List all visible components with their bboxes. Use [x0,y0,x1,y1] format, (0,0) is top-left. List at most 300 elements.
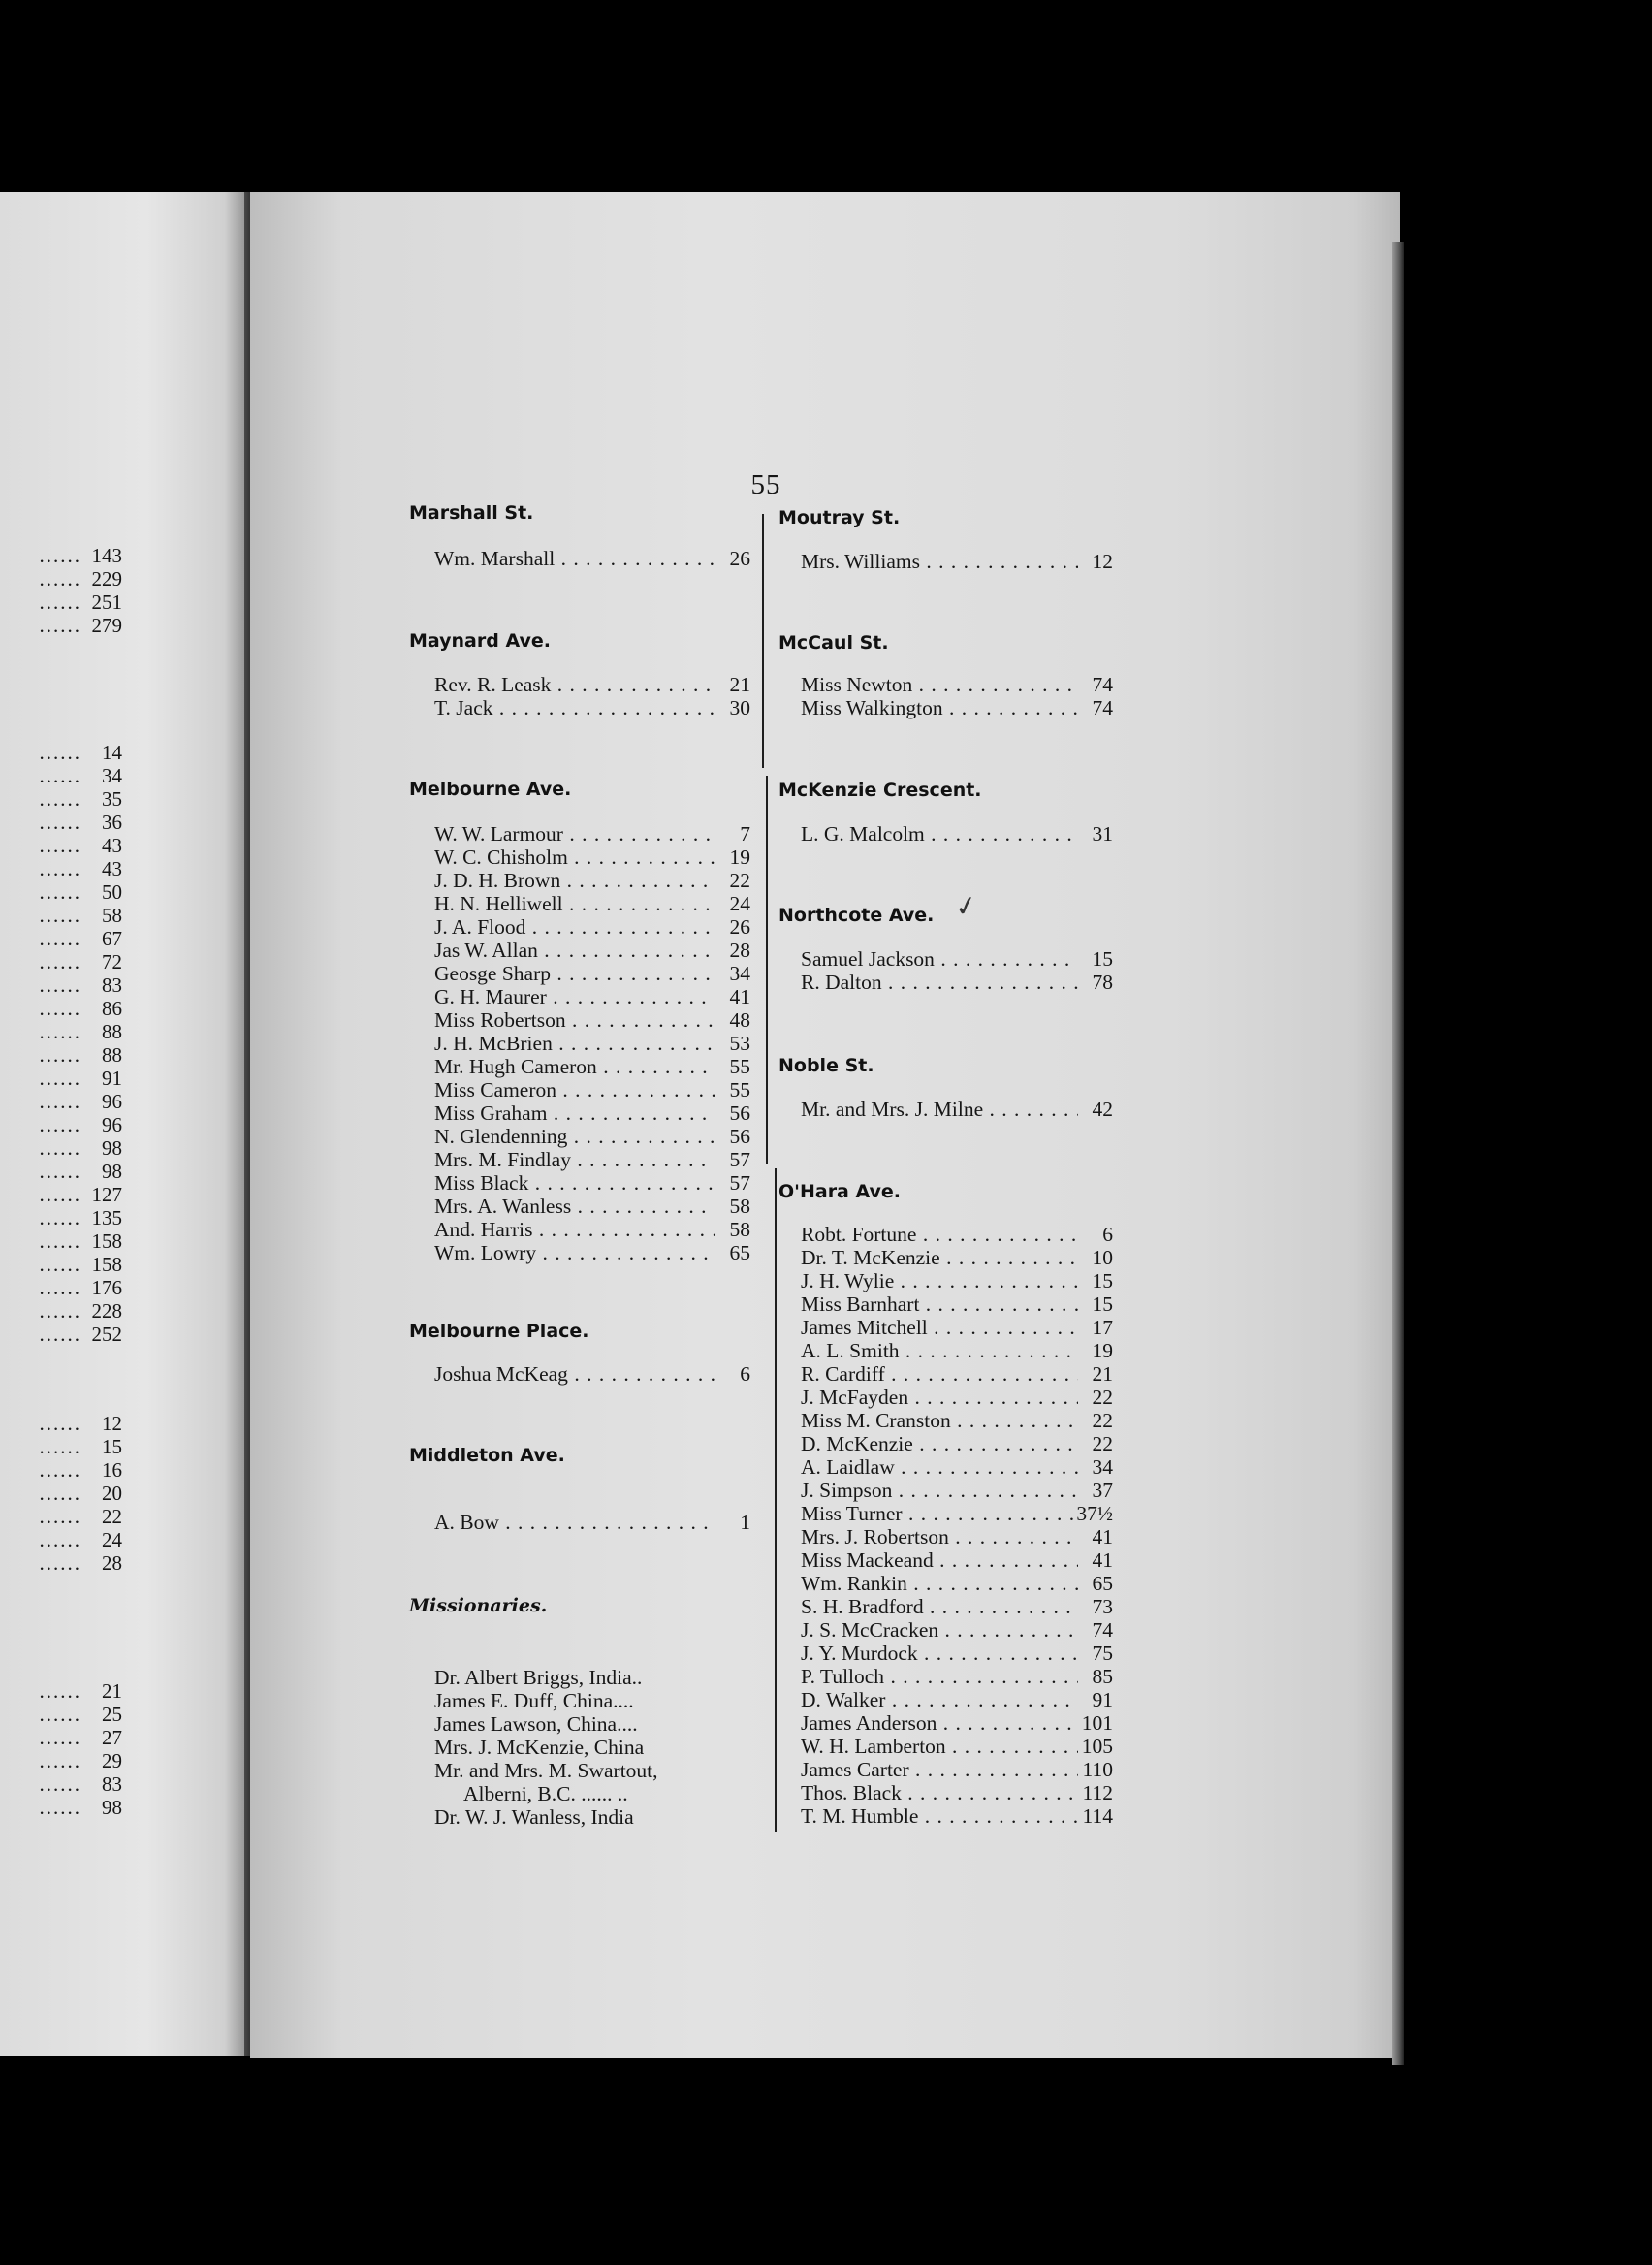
left-page-number: 72 [102,950,122,973]
left-page-row [0,1679,122,1703]
street-heading: Middleton Ave. [409,1445,565,1466]
left-page-row [0,973,122,997]
directory-entry [434,915,750,939]
left-page-row [0,1772,122,1796]
house-number: 101 [1081,1711,1113,1735]
left-page-row [0,1528,122,1551]
left-page-row [0,1276,122,1299]
directory-entry [434,1511,750,1534]
leader-dots: ...... [39,857,81,880]
directory-entry [801,1572,1113,1595]
resident-name: Miss Robertson . . . [434,1008,715,1032]
directory-entry [801,1804,1113,1828]
directory-entry [434,822,750,845]
directory-entry [801,1432,1113,1455]
street-heading: McCaul St. [778,632,889,654]
resident-name: Mr. Hugh Cameron . . . [434,1055,715,1078]
directory-entry [434,1148,750,1171]
leader-dots: ...... [39,1703,81,1726]
leader-dots: ...... [39,1551,81,1575]
resident-name: Samuel Jackson . . . [801,947,1078,971]
column-divider [775,1168,777,1832]
house-number: 19 [1092,1339,1113,1362]
resident-name: Mr. and Mrs. M. Swartout, [434,1759,658,1782]
leader-dots: ...... [39,1528,81,1551]
left-page-number: 96 [102,1113,122,1136]
leader-dots: ...... [39,997,81,1020]
resident-name: J. McFayden . . . [801,1386,1078,1409]
left-page-number: 67 [102,927,122,950]
leader-dots: ...... [39,1772,81,1796]
house-number: 28 [729,939,750,962]
directory-entry [801,1269,1113,1292]
left-page-row [0,1412,122,1435]
street-heading: Noble St. [778,1055,874,1076]
leader-dots: ...... [39,1067,81,1090]
directory-entry [801,1386,1113,1409]
leader-dots: ...... [39,787,81,811]
house-number: 85 [1092,1665,1113,1688]
house-number: 21 [1092,1362,1113,1386]
resident-name: J. Y. Murdock . . . [801,1642,1078,1665]
left-page-row [0,567,122,590]
street-heading: Melbourne Ave. [409,779,572,800]
leader-dots: ...... [39,1183,81,1206]
directory-entry [434,1689,750,1712]
house-number: 31 [1092,822,1113,845]
house-number: 22 [1092,1386,1113,1409]
house-number: 1 [740,1511,750,1534]
left-page-number: 29 [102,1749,122,1772]
left-page-number: 24 [102,1528,122,1551]
left-page-number: 88 [102,1043,122,1067]
resident-name: L. G. Malcolm . . . [801,822,1078,845]
house-number: 74 [1092,696,1113,719]
leader-dots: ...... [39,1113,81,1136]
left-page-row [0,1160,122,1183]
house-number: 48 [729,1008,750,1032]
left-page-row [0,880,122,904]
left-page-number: 25 [102,1703,122,1726]
left-page-row [0,1299,122,1323]
left-page-number: 83 [102,1772,122,1796]
left-page-number: 21 [102,1679,122,1703]
directory-entry [801,1688,1113,1711]
resident-name: S. H. Bradford . . . [801,1595,1078,1618]
resident-name: Miss Mackeand . . . [801,1548,1078,1572]
resident-name: James E. Duff, China.... [434,1689,634,1712]
directory-entry [801,1339,1113,1362]
directory-entry [801,1595,1113,1618]
resident-name: J. D. H. Brown . . . [434,869,715,892]
house-number: 22 [1092,1409,1113,1432]
leader-dots: ...... [39,1206,81,1229]
left-page-number: 22 [102,1505,122,1528]
leader-dots: ...... [39,811,81,834]
house-number: 21 [729,673,750,696]
resident-name: R. Dalton . . . [801,971,1078,994]
street-heading: McKenzie Crescent. [778,780,982,801]
leader-dots: ...... [39,1020,81,1043]
resident-name: P. Tulloch . . . [801,1665,1078,1688]
resident-name: Joshua McKeag . . . [434,1362,715,1386]
directory-entry [801,947,1113,971]
left-page-number: 229 [91,567,122,590]
left-page-row [0,1435,122,1458]
house-number: 26 [729,547,750,570]
left-page-number: 127 [91,1183,122,1206]
house-number: 41 [1092,1525,1113,1548]
directory-entry [801,1362,1113,1386]
directory-entry [801,1292,1113,1316]
directory-entry [434,892,750,915]
left-page-row [0,857,122,880]
left-page-row [0,1749,122,1772]
directory-entry [434,1736,750,1759]
left-page-row [0,997,122,1020]
resident-name: J. Simpson . . . [801,1479,1078,1502]
left-page-row [0,741,122,764]
leader-dots: ...... [39,764,81,787]
house-number: 57 [729,1148,750,1171]
leader-dots: ...... [39,1299,81,1323]
house-number: 42 [1092,1098,1113,1121]
left-page-row [0,764,122,787]
house-number: 37 [1092,1479,1113,1502]
directory-entry [434,869,750,892]
directory-entry [801,1409,1113,1432]
street-heading: O'Hara Ave. [778,1181,902,1202]
resident-name: J. A. Flood . . . [434,915,715,939]
column-divider [762,514,764,768]
left-page-row [0,1136,122,1160]
house-number: 114 [1082,1804,1113,1828]
house-number: 78 [1092,971,1113,994]
leader-dots: ...... [39,1435,81,1458]
directory-entry [801,1735,1113,1758]
leader-dots: ...... [39,1090,81,1113]
leader-dots: ...... [39,1726,81,1749]
resident-name: James Lawson, China.... [434,1712,638,1736]
leader-dots: ...... [39,614,81,637]
house-number: 74 [1092,673,1113,696]
column-divider [766,776,768,1164]
left-page-number: 228 [91,1299,122,1323]
left-page-number: 36 [102,811,122,834]
resident-name: T. Jack . . . [434,696,715,719]
directory-entry [434,1241,750,1264]
resident-name: R. Cardiff . . . [801,1362,1078,1386]
left-page-row [0,1703,122,1726]
left-page-number: 252 [91,1323,122,1346]
left-page-row [0,1796,122,1819]
resident-name: Dr. W. J. Wanless, India [434,1805,634,1829]
resident-name: Wm. Rankin . . . [801,1572,1078,1595]
street-heading: Marshall St. [409,502,534,524]
resident-name: Miss Black . . . [434,1171,715,1195]
left-page-number: 143 [91,544,122,567]
resident-name: D. McKenzie . . . [801,1432,1078,1455]
house-number: 26 [729,915,750,939]
house-number: 7 [740,822,750,845]
resident-name: H. N. Helliwell . . . [434,892,715,915]
left-page-row [0,1067,122,1090]
left-page-number: 20 [102,1482,122,1505]
left-page-number: 43 [102,834,122,857]
directory-entry [434,1666,750,1689]
left-page-row [0,1458,122,1482]
house-number: 58 [729,1195,750,1218]
left-page-number: 15 [102,1435,122,1458]
house-number: 34 [1092,1455,1113,1479]
house-number: 37½ [1076,1502,1113,1525]
resident-name: James Mitchell . . . [801,1316,1078,1339]
resident-name: D. Walker . . . [801,1688,1078,1711]
house-number: 24 [729,892,750,915]
directory-entry [801,1781,1113,1804]
leader-dots: ...... [39,1160,81,1183]
house-number: 34 [729,962,750,985]
house-number: 65 [729,1241,750,1264]
leader-dots: ...... [39,880,81,904]
left-page-number: 135 [91,1206,122,1229]
left-page-number: 158 [91,1229,122,1253]
leader-dots: ...... [39,904,81,927]
house-number: 56 [729,1125,750,1148]
left-page-number: 58 [102,904,122,927]
left-page-row [0,1482,122,1505]
resident-name: Wm. Marshall . . . [434,547,715,570]
directory-entry [434,1101,750,1125]
left-page-number: 86 [102,997,122,1020]
resident-name: Dr. Albert Briggs, India.. [434,1666,643,1689]
directory-entry [434,939,750,962]
resident-name: Miss Newton . . . [801,673,1078,696]
house-number: 112 [1082,1781,1113,1804]
house-number: 58 [729,1218,750,1241]
left-page-row [0,614,122,637]
house-number: 110 [1082,1758,1113,1781]
resident-name: A. Bow . . . [434,1511,715,1534]
leader-dots: ...... [39,590,81,614]
directory-entry [434,845,750,869]
resident-name: Miss Walkington . . . [801,696,1078,719]
resident-name: Mr. and Mrs. J. Milne . . . [801,1098,1078,1121]
directory-entry [801,1665,1113,1688]
resident-name: Miss Barnhart . . . [801,1292,1078,1316]
left-page-number: 43 [102,857,122,880]
directory-entry [801,1525,1113,1548]
leader-dots: ...... [39,950,81,973]
left-page-number: 34 [102,764,122,787]
resident-name: W. C. Chisholm . . . [434,845,715,869]
resident-name: Mrs. J. Robertson . . . [801,1525,1078,1548]
house-number: 105 [1081,1735,1113,1758]
left-page-number: 96 [102,1090,122,1113]
house-number: 74 [1092,1618,1113,1642]
house-number: 22 [729,869,750,892]
leader-dots: ...... [39,1482,81,1505]
resident-name: And. Harris . . . [434,1218,715,1241]
directory-entry [801,1479,1113,1502]
resident-name: J. S. McCracken . . . [801,1618,1078,1642]
resident-name: Miss Graham . . . [434,1101,715,1125]
street-heading: Maynard Ave. [409,630,551,652]
directory-entry [434,1055,750,1078]
directory-entry [434,1759,750,1782]
resident-name: G. H. Maurer . . . [434,985,715,1008]
leader-dots: ...... [39,1276,81,1299]
house-number: 41 [729,985,750,1008]
house-number: 65 [1092,1572,1113,1595]
resident-name: A. Laidlaw . . . [801,1455,1078,1479]
street-heading: Missionaries. [409,1595,548,1616]
leader-dots: ...... [39,927,81,950]
left-page-number: 98 [102,1160,122,1183]
directory-entry [801,1316,1113,1339]
street-heading: Melbourne Place. [409,1321,589,1342]
left-page-row [0,1726,122,1749]
directory-entry [434,696,750,719]
directory-entry [801,673,1113,696]
resident-name: Mrs. J. McKenzie, China [434,1736,645,1759]
left-page-row [0,1229,122,1253]
left-page-row [0,950,122,973]
left-page-number: 27 [102,1726,122,1749]
house-number: 57 [729,1171,750,1195]
directory-entry [801,1502,1113,1525]
house-number: 53 [729,1032,750,1055]
directory-entry [434,1032,750,1055]
directory-entry [801,1455,1113,1479]
left-page-row [0,1206,122,1229]
left-page-number: 251 [91,590,122,614]
left-page-number: 35 [102,787,122,811]
directory-entry [434,1171,750,1195]
resident-name: Alberni, B.C. ...... .. [463,1782,628,1805]
resident-name: Mrs. M. Findlay . . . [434,1148,715,1171]
street-heading: Northcote Ave. [778,905,935,926]
left-page-number: 176 [91,1276,122,1299]
directory-entry [801,1548,1113,1572]
leader-dots: ...... [39,1253,81,1276]
house-number: 15 [1092,1292,1113,1316]
directory-entry [434,1712,750,1736]
leader-dots: ...... [39,834,81,857]
directory-entry [434,673,750,696]
directory-entry [434,1805,750,1829]
left-page-row [0,1253,122,1276]
directory-entry [463,1782,750,1805]
directory-entry [801,1246,1113,1269]
leader-dots: ...... [39,1323,81,1346]
left-page-row [0,834,122,857]
left-page-row [0,1113,122,1136]
leader-dots: ...... [39,1136,81,1160]
directory-entry [434,1218,750,1241]
left-page-row [0,544,122,567]
directory-entry [801,1642,1113,1665]
page-number: 55 [750,469,781,500]
left-page-row [0,1505,122,1528]
left-page-number: 91 [102,1067,122,1090]
left-page-number: 50 [102,880,122,904]
house-number: 91 [1092,1688,1113,1711]
leader-dots: ...... [39,1043,81,1067]
resident-name: A. L. Smith . . . [801,1339,1078,1362]
left-page-number: 16 [102,1458,122,1482]
leader-dots: ...... [39,1796,81,1819]
leader-dots: ...... [39,1749,81,1772]
left-page-number: 83 [102,973,122,997]
resident-name: Miss Turner . . . [801,1502,1078,1525]
resident-name: Rev. R. Leask . . . [434,673,715,696]
street-heading: Moutray St. [778,507,901,528]
resident-name: J. H. McBrien . . . [434,1032,715,1055]
left-page-number: 98 [102,1136,122,1160]
directory-entry [434,1008,750,1032]
left-page-number: 14 [102,741,122,764]
house-number: 10 [1092,1246,1113,1269]
directory-entry [801,1618,1113,1642]
leader-dots: ...... [39,1505,81,1528]
resident-name: Geosge Sharp . . . [434,962,715,985]
resident-name: W. H. Lamberton . . . [801,1735,1078,1758]
page-edge [1392,242,1404,2065]
leader-dots: ...... [39,741,81,764]
directory-entry [434,1195,750,1218]
resident-name: J. H. Wylie . . . [801,1269,1078,1292]
house-number: 75 [1092,1642,1113,1665]
directory-entry [801,1098,1113,1121]
leader-dots: ...... [39,1412,81,1435]
directory-entry [434,547,750,570]
left-page-number: 279 [91,614,122,637]
resident-name: Wm. Lowry . . . [434,1241,715,1264]
left-page-number: 158 [91,1253,122,1276]
directory-entry [434,1125,750,1148]
house-number: 15 [1092,947,1113,971]
resident-name: Miss Cameron . . . [434,1078,715,1101]
resident-name: Mrs. A. Wanless . . . [434,1195,715,1218]
house-number: 15 [1092,1269,1113,1292]
resident-name: James Anderson . . . [801,1711,1078,1735]
directory-entry [434,962,750,985]
leader-dots: ...... [39,1458,81,1482]
resident-name: Robt. Fortune . . . [801,1223,1078,1246]
directory-entry [434,1362,750,1386]
left-page-number: 12 [102,1412,122,1435]
leader-dots: ...... [39,567,81,590]
resident-name: Mrs. Williams . . . [801,550,1078,573]
house-number: 19 [729,845,750,869]
leader-dots: ...... [39,973,81,997]
house-number: 73 [1092,1595,1113,1618]
directory-entry [801,1223,1113,1246]
house-number: 41 [1092,1548,1113,1572]
house-number: 55 [729,1078,750,1101]
house-number: 56 [729,1101,750,1125]
left-page-row [0,1551,122,1575]
left-page-row [0,1090,122,1113]
house-number: 6 [1102,1223,1113,1246]
left-page-row [0,1020,122,1043]
resident-name: James Carter . . . [801,1758,1078,1781]
directory-entry [801,971,1113,994]
directory-entry [801,1758,1113,1781]
resident-name: Thos. Black . . . [801,1781,1078,1804]
house-number: 6 [740,1362,750,1386]
